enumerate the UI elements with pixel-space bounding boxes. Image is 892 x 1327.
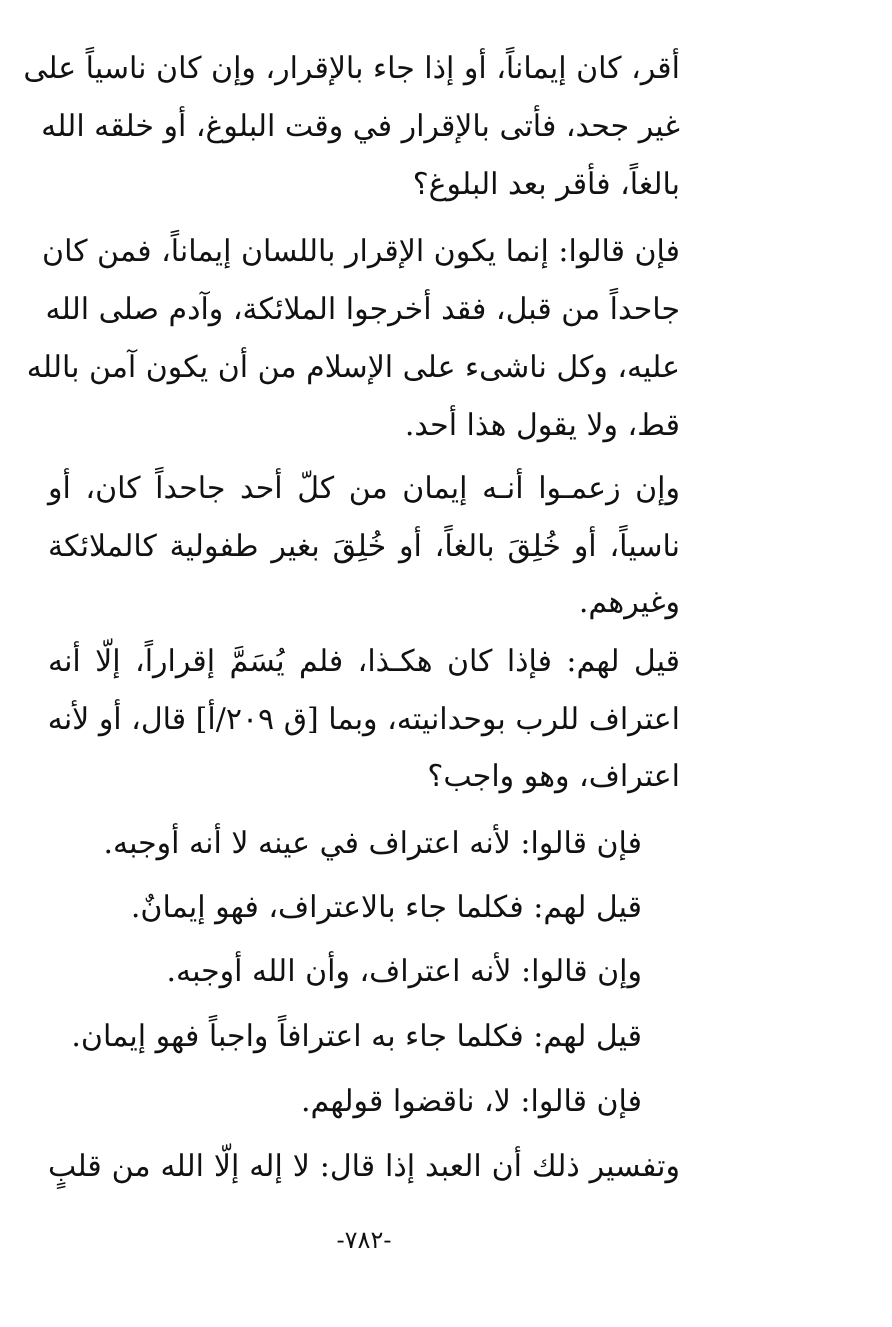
text-line-1: أقر، كان إيماناً، أو إذا جاء بالإقرار، وإن كان ناسياً على: [23, 51, 680, 86]
text-line-16: وإن قالوا: لأنه اعتراف، وأن الله أوجبه.: [166, 954, 642, 989]
text-line-4: فإن قالوا: إنما يكون الإقرار باللسان إيماناً، فمن كان: [42, 234, 680, 269]
text-line-19: وتفسير ذلك أن العبد إذا قال: لا إله إلّا الله من قلبٍ: [48, 1149, 680, 1184]
text-line-14: فإن قالوا: لأنه اعتراف في عينه لا أنه أوجبه.: [103, 826, 642, 861]
text-line-5: جاحداً من قبل، فقد أخرجوا الملائكة، وآدم صلى الله: [45, 292, 680, 327]
text-line-12: اعتراف للرب بوحدانيته، وبما [ق ٢٠٩/أ] قال، أو لأنه: [47, 702, 680, 737]
text-line-9: ناسياً، أو خُلِقَ بالغاً، أو خُلِقَ بغير طفولية كالملائكة: [48, 529, 680, 564]
text-line-10: وغيرهم.: [578, 585, 680, 620]
text-line-6: عليه، وكل ناشىء على الإسلام من أن يكون آمن بالله: [26, 350, 680, 385]
text-line-8: وإن زعمـوا أنـه إيمان من كلّ أحد جاحداً كان، أو: [48, 471, 680, 506]
text-line-11: قيل لهم: فإذا كان هكـذا، فلم يُسَمَّ إقراراً، إلّا أنه: [48, 644, 680, 679]
text-line-7: قط، ولا يقول هذا أحد.: [404, 408, 680, 443]
text-line-18: فإن قالوا: لا، ناقضوا قولهم.: [300, 1084, 642, 1119]
text-line-17: قيل لهم: فكلما جاء به اعترافاً واجباً فهو إيمان.: [71, 1019, 642, 1054]
document-page: [23, 0, 680, 1327]
text-line-13: اعتراف، وهو واجب؟: [427, 759, 680, 794]
text-line-3: بالغاً، فأقر بعد البلوغ؟: [412, 167, 680, 202]
text-line-2: غير جحد، فأتى بالإقرار في وقت البلوغ، أو خلقه الله: [41, 109, 680, 144]
page-number: -٧٨٢-: [336, 1226, 392, 1254]
text-line-15: قيل لهم: فكلما جاء بالاعتراف، فهو إيمانٌ.: [130, 890, 642, 925]
